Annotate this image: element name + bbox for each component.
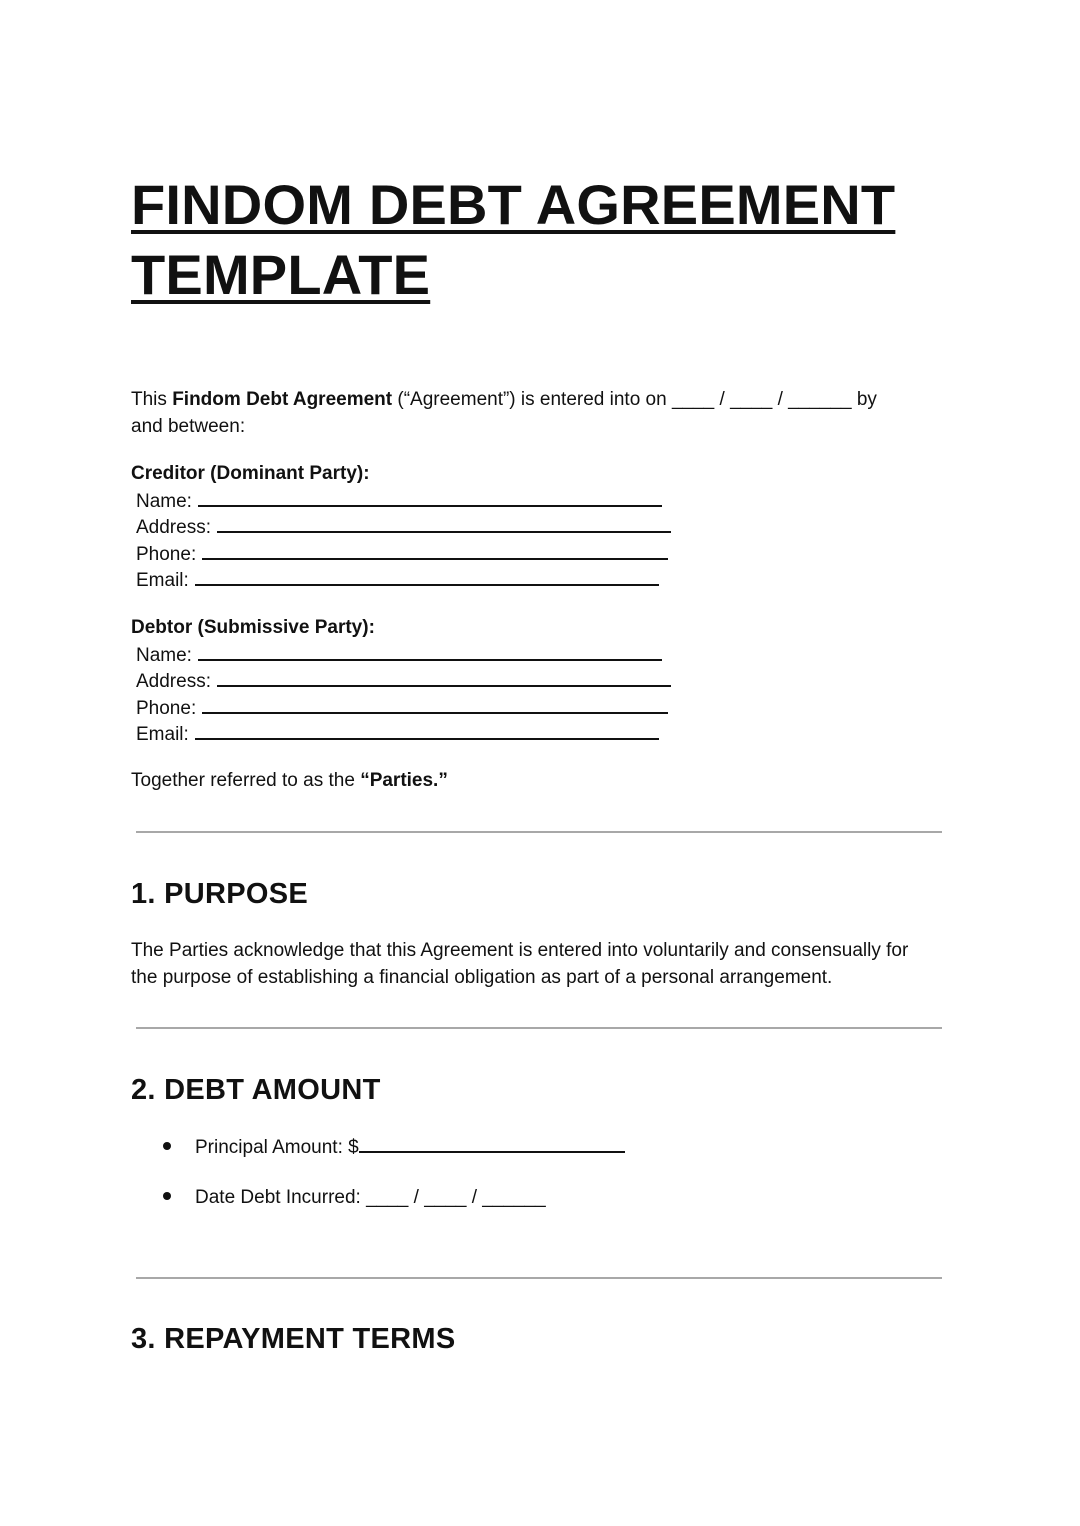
creditor-phone-label: Phone:: [136, 544, 197, 565]
agreement-name: Findom Debt Agreement: [172, 389, 393, 410]
creditor-email-field[interactable]: [136, 566, 659, 594]
section-divider: [136, 1277, 942, 1279]
debtor-email-label: Email:: [136, 724, 189, 745]
creditor-heading: Creditor (Dominant Party):: [131, 463, 370, 484]
section-divider: [136, 831, 942, 833]
section-heading-repayment-terms: 3. REPAYMENT TERMS: [131, 1323, 456, 1355]
purpose-line-2: the purpose of establishing a financial obligation as part of a personal arrangement.: [131, 967, 833, 988]
principal-amount-label: Principal Amount: $: [195, 1137, 359, 1158]
creditor-name-label: Name:: [136, 491, 192, 512]
purpose-line-1: The Parties acknowledge that this Agreement is entered into voluntarily and consensually for: [131, 940, 909, 961]
parties-term: “Parties.”: [360, 770, 448, 791]
section-heading-purpose: 1. PURPOSE: [131, 878, 309, 910]
parties-statement: [131, 767, 951, 794]
creditor-email-label: Email:: [136, 570, 189, 591]
principal-amount-blank[interactable]: [359, 1133, 625, 1153]
creditor-phone-field[interactable]: [136, 540, 668, 568]
creditor-address-label: Address:: [136, 517, 211, 538]
intro-prefix: This: [131, 389, 173, 410]
creditor-name-field[interactable]: [136, 487, 662, 515]
date-incurred-label: Date Debt Incurred: ____ / ____ / ______: [195, 1187, 546, 1208]
debtor-address-field[interactable]: [136, 667, 671, 695]
intro-line-2: and between:: [131, 416, 246, 437]
debtor-heading: Debtor (Submissive Party):: [131, 617, 375, 638]
debtor-address-blank[interactable]: [217, 667, 671, 687]
date-incurred-item[interactable]: [163, 1185, 546, 1211]
bullet-icon: [163, 1192, 171, 1200]
debtor-name-field[interactable]: [136, 641, 662, 669]
title-line-1: FINDOM DEBT AGREEMENT: [131, 173, 896, 236]
debtor-address-label: Address:: [136, 671, 211, 692]
debtor-phone-blank[interactable]: [202, 694, 668, 714]
purpose-paragraph: [131, 937, 951, 991]
section-heading-debt-amount: 2. DEBT AMOUNT: [131, 1074, 381, 1106]
parties-prefix: Together referred to as the: [131, 770, 361, 791]
section-divider: [136, 1027, 942, 1029]
debtor-email-blank[interactable]: [195, 720, 659, 740]
creditor-email-blank[interactable]: [195, 566, 659, 586]
creditor-name-blank[interactable]: [198, 487, 662, 507]
creditor-address-blank[interactable]: [217, 513, 671, 533]
creditor-address-field[interactable]: [136, 513, 671, 541]
intro-paragraph: [131, 386, 951, 440]
debtor-phone-label: Phone:: [136, 698, 197, 719]
bullet-icon: [163, 1142, 171, 1150]
principal-amount-item[interactable]: [163, 1133, 625, 1161]
intro-middle: (“Agreement”) is entered into on ____ / ____ / ______ by: [392, 389, 877, 410]
document-title: [131, 170, 991, 310]
title-line-2: TEMPLATE: [131, 243, 431, 306]
debtor-email-field[interactable]: [136, 720, 659, 748]
creditor-phone-blank[interactable]: [202, 540, 668, 560]
debtor-phone-field[interactable]: [136, 694, 668, 722]
debtor-name-blank[interactable]: [198, 641, 662, 661]
debtor-name-label: Name:: [136, 645, 192, 666]
